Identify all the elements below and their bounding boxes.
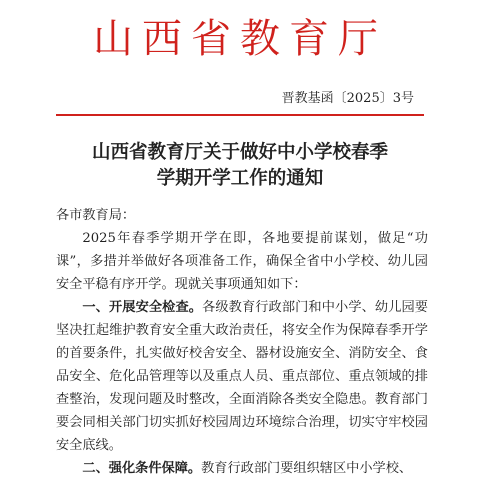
issuing-authority-title: 山西省教育厅	[93, 16, 387, 62]
document-title-line-1: 山西省教育厅关于做好中小学校春季	[91, 142, 388, 163]
section-2-paragraph	[56, 457, 428, 480]
section-1-heading: 一、开展安全检查。	[82, 300, 203, 315]
section-1-paragraph	[56, 296, 428, 457]
intro-paragraph: 2025年春季学期开学在即，各地要提前谋划，做足“功课”，多措并举做好各项准备工作，确保全省中小学校、幼儿园安全平稳有序开学。现就关事项通知如下：	[56, 231, 428, 292]
document-number: 晋教基函〔2025〕3号	[281, 91, 414, 106]
section-1-text: 各级教育行政部门和中小学、幼儿园要坚决扛起维护教育安全重大政治责任，将安全作为保障春季开学的首要条件，扎实做好校舍安全、器材设施安全、消防安全、食品安全、危化品管理等以及重点人员、重点部位、重点领域的排查整治，发现问题及时整改，全面消除各类安全隐患。教育部门要会同相关部门切实抓好校园周边环境综合治理，切实守牢校园安全底线。	[56, 300, 428, 453]
section-2-text: 教育行政部门要组织辖区中小学校、	[201, 461, 413, 476]
document-body	[56, 204, 428, 480]
red-divider-line	[56, 114, 424, 116]
document-title-line-2: 学期开学工作的通知	[156, 168, 324, 189]
salutation: 各市教育局：	[56, 208, 136, 223]
document-title	[56, 140, 424, 192]
section-2-heading: 二、强化条件保障。	[82, 461, 202, 476]
